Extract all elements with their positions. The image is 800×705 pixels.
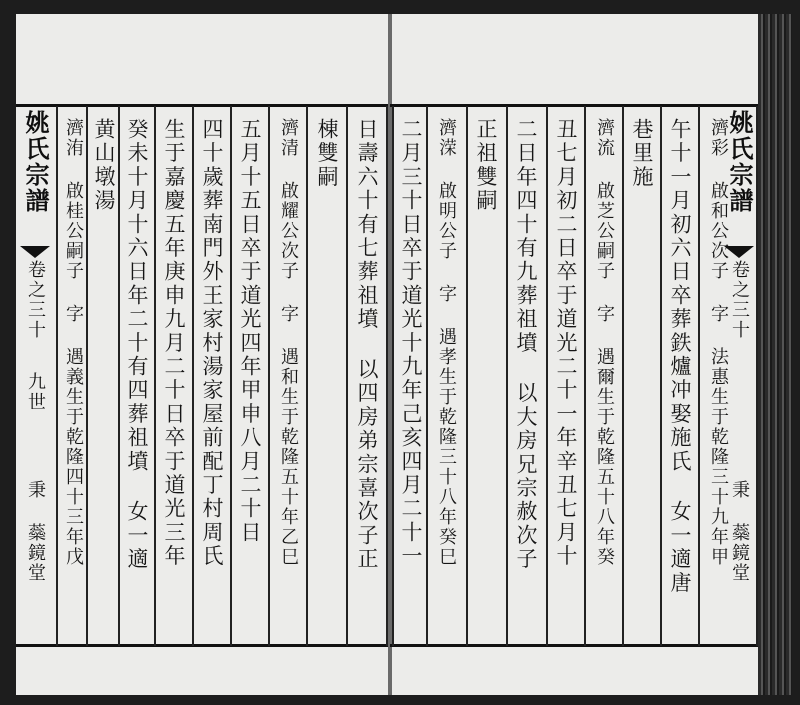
- book-title-right: 姚氏宗譜: [725, 110, 754, 214]
- text-column: 生于嘉慶五年庚申九月二十日卒于道光三年: [162, 118, 186, 569]
- text-column: 二月三十日卒于道光十九年己亥四月二十一: [399, 118, 423, 569]
- text-column: 二日年四十有九葬祖墳 以大房兄宗赦次子: [514, 118, 538, 572]
- text-column: 黄山墩湯: [92, 118, 116, 213]
- text-column: 四十歲葬南門外王家村湯家屋前配丁村周氏: [200, 118, 224, 569]
- text-column: 丑七月初二日卒于道光二十一年辛丑七月十: [554, 118, 578, 569]
- column-rule: [268, 106, 270, 646]
- text-column: 濟溁 啟明公子 字 遇孝生于乾隆三十八年癸巳: [436, 118, 457, 567]
- text-column: 濟彩 啟和公次子 字 法惠生于乾隆三十九年甲: [708, 118, 729, 567]
- hall-name-left: 秉 蘂鏡堂: [25, 480, 46, 583]
- top-rule-right: [390, 104, 758, 107]
- bottom-rule-left: [16, 644, 388, 647]
- page-edges: [758, 14, 792, 695]
- column-rule: [386, 106, 388, 646]
- book-title-left: 姚氏宗譜: [21, 110, 50, 214]
- text-column: 日壽六十有七葬祖墳 以四房弟宗喜次子正: [355, 118, 379, 572]
- column-rule: [466, 106, 468, 646]
- text-column: 癸未十月十六日年二十有四葬祖墳 女一適: [125, 118, 149, 572]
- hall-name-right: 秉 蘂鏡堂: [729, 480, 750, 583]
- column-rule: [698, 106, 700, 646]
- text-column: 濟流 啟芝公嗣子 字 遇爾生于乾隆五十八年癸: [594, 118, 615, 567]
- column-rule: [426, 106, 428, 646]
- bottom-rule-right: [390, 644, 758, 647]
- volume-marker-left: 卷之三十: [25, 260, 46, 340]
- column-rule: [660, 106, 662, 646]
- column-rule: [154, 106, 156, 646]
- text-column: 午十一月初六日卒葬鉄爐冲娶施氏 女一適唐: [668, 118, 692, 595]
- column-rule: [392, 106, 394, 646]
- fishtail-mark-right: [724, 246, 754, 258]
- fishtail-mark-left: [20, 246, 50, 258]
- text-column: 濟清 啟耀公次子 字 遇和生于乾隆五十年乙巳: [278, 118, 299, 567]
- column-rule: [346, 106, 348, 646]
- column-rule: [506, 106, 508, 646]
- column-rule: [756, 106, 758, 646]
- text-column: 棟雙嗣: [315, 118, 339, 190]
- text-column: 濟洧 啟桂公嗣子 字 遇義生于乾隆四十三年戊: [63, 118, 84, 567]
- text-column: 五月十五日卒于道光四年甲申八月二十日: [238, 118, 262, 545]
- top-rule-left: [16, 104, 388, 107]
- volume-marker-right: 卷之三十: [729, 260, 750, 340]
- text-column: 正祖雙嗣: [474, 118, 498, 213]
- generation-label: 九世: [25, 372, 46, 412]
- column-rule: [584, 106, 586, 646]
- text-column: 巷里施: [630, 118, 654, 190]
- column-rule: [622, 106, 624, 646]
- column-rule: [230, 106, 232, 646]
- column-rule: [192, 106, 194, 646]
- column-rule: [306, 106, 308, 646]
- column-rule: [546, 106, 548, 646]
